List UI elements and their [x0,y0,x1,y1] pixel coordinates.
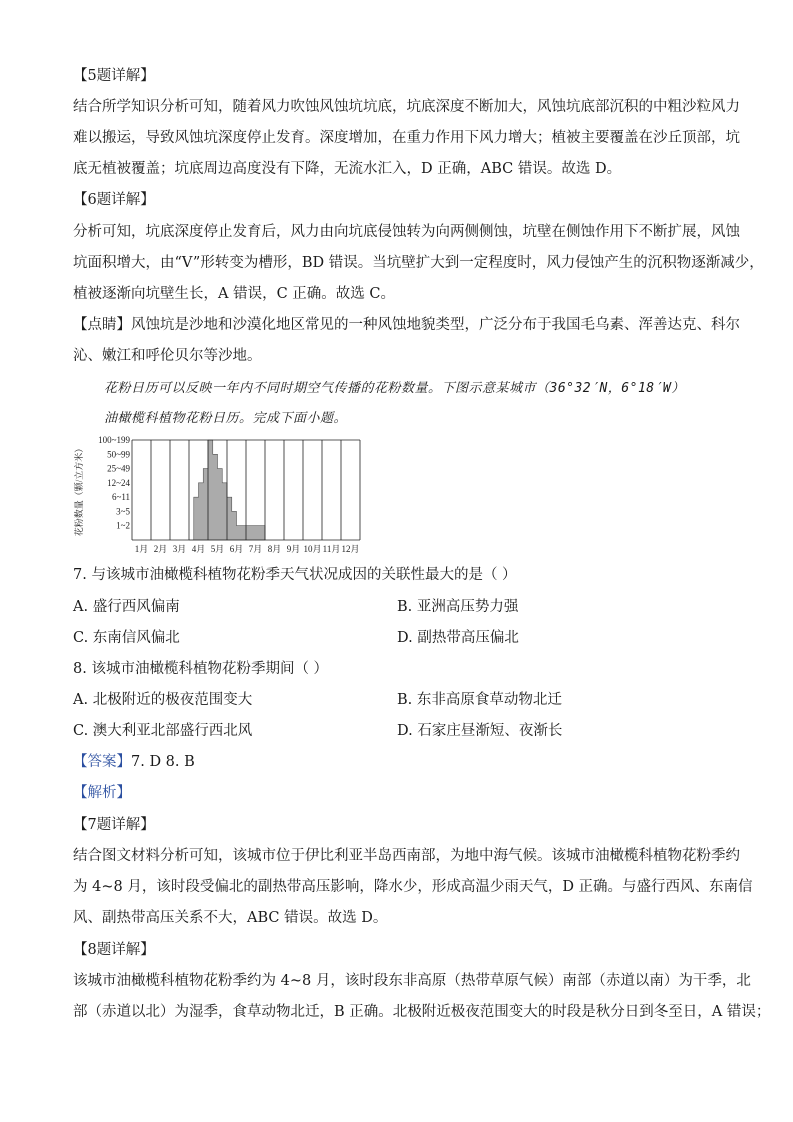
y-axis-label: 花粉数量（颗/立方米） [74,443,85,537]
section8-line-2: 部（赤道以北）为湿季，食草动物北迁，B 正确。北极附近极夜范围变大的时段是秋分日到冬至日，A 错误； [73,1004,771,1020]
q8-option-c: C. 澳大利亚北部盛行西北风 [73,723,253,739]
section8-line-1: 该城市油橄榄科植物花粉季约为 4~8 月，该时段东非高原（热带草原气候）南部（赤道以南）为干季，北 [73,973,751,989]
x-tick-label: 7月 [248,544,263,554]
y-axis-title [73,444,84,537]
y-tick-label: 12~24 [107,477,130,488]
section6-header: 【6题详解】 [73,192,155,208]
highlight-label: 【点睛】 [73,317,131,333]
y-tick-label: 1~2 [116,520,130,531]
month-grid [132,440,360,540]
x-tick-label: 8月 [267,544,282,554]
x-tick-label: 9月 [286,544,301,554]
section8-header: 【8题详解】 [73,942,155,958]
intro-line-1: 花粉日历可以反映一年内不同时期空气传播的花粉数量。下图示意某城市（36°32′N，6°18′W） [104,381,685,396]
section7-line-1: 结合图文材料分析可知，该城市位于伊比利亚半岛西南部，为地中海气候。该城市油橄榄科植物花粉季约 [73,848,740,864]
x-tick-label: 3月 [172,544,187,554]
section5-line-2: 难以搬运，导致风蚀坑深度停止发育。深度增加，在重力作用下风力增大；植被主要覆盖在沙丘顶部，坑 [73,130,740,146]
pollen-calendar-chart [70,436,370,558]
y-axis-ticks [98,436,130,531]
q8-stem: 8. 该城市油橄榄科植物花粉季期间（ ） [73,661,329,677]
x-tick-label: 6月 [229,544,244,554]
x-tick-label: 1月 [134,544,149,554]
q8-option-b: B. 东非高原食草动物北迁 [397,692,562,708]
highlight-text-1: 风蚀坑是沙地和沙漠化地区常见的一种风蚀地貌类型，广泛分布于我国毛乌素、浑善达克、科尔 [131,317,740,333]
q8-option-d: D. 石家庄昼渐短、夜渐长 [397,723,563,739]
x-tick-label: 10月 [303,544,322,554]
highlight-line-1 [73,315,740,335]
section7-header: 【7题详解】 [73,817,155,833]
section5-header: 【5题详解】 [73,68,155,84]
x-tick-label: 11月 [322,544,341,554]
section5-line-3: 底无植被覆盖；坑底周边高度没有下降，无流水汇入，D 正确，ABC 错误。故选 D。 [73,161,622,177]
analysis-label: 【解析】 [73,785,131,801]
x-tick-label: 2月 [153,544,168,554]
intro-line-2: 油橄榄科植物花粉日历。完成下面小题。 [104,411,348,426]
y-tick-label: 100~199 [98,436,130,445]
x-tick-label: 5月 [210,544,225,554]
q7-option-a: A. 盛行西风偏南 [73,599,180,615]
y-tick-label: 50~99 [107,449,130,460]
q7-option-c: C. 东南信风偏北 [73,630,180,646]
section6-line-2: 坑面积增大，由“V”形转变为槽形，BD 错误。当坑壁扩大到一定程度时，风力侵蚀产生的沉积物逐渐减少， [73,255,764,271]
x-axis-ticks [135,544,360,554]
q8-option-a: A. 北极附近的极夜范围变大 [73,692,253,708]
x-tick-label: 12月 [341,544,360,554]
section7-line-3: 风、副热带高压关系不大，ABC 错误。故选 D。 [73,910,388,926]
section5-line-1: 结合所学知识分析可知，随着风力吹蚀风蚀坑坑底，坑底深度不断加大，风蚀坑底部沉积的中粗沙粒风力 [73,99,740,115]
y-tick-label: 3~5 [116,506,130,517]
q7-stem: 7. 与该城市油橄榄科植物花粉季天气状况成因的关联性最大的是（ ） [73,567,517,583]
section7-line-2: 为 4~8 月，该时段受偏北的副热带高压影响，降水少，形成高温少雨天气，D 正确。与盛行西风、东南信 [73,879,753,895]
y-tick-label: 6~11 [111,492,130,503]
x-tick-label: 4月 [191,544,206,554]
answer-text: 7. D 8. B [131,754,195,770]
y-tick-label: 25~49 [107,463,130,474]
q7-option-d: D. 副热带高压偏北 [397,630,519,646]
answer-line [73,752,195,772]
highlight-line-2: 沁、嫩江和呼伦贝尔等沙地。 [73,348,262,364]
q7-option-b: B. 亚洲高压势力强 [397,599,519,615]
answer-label: 【答案】 [73,754,131,770]
section6-line-3: 植被逐渐向坑壁生长，A 错误，C 正确。故选 C。 [73,286,395,302]
section6-line-1: 分析可知，坑底深度停止发育后，风力由向坑底侵蚀转为向两侧侧蚀，坑壁在侧蚀作用下不断扩展，风蚀 [73,224,740,240]
